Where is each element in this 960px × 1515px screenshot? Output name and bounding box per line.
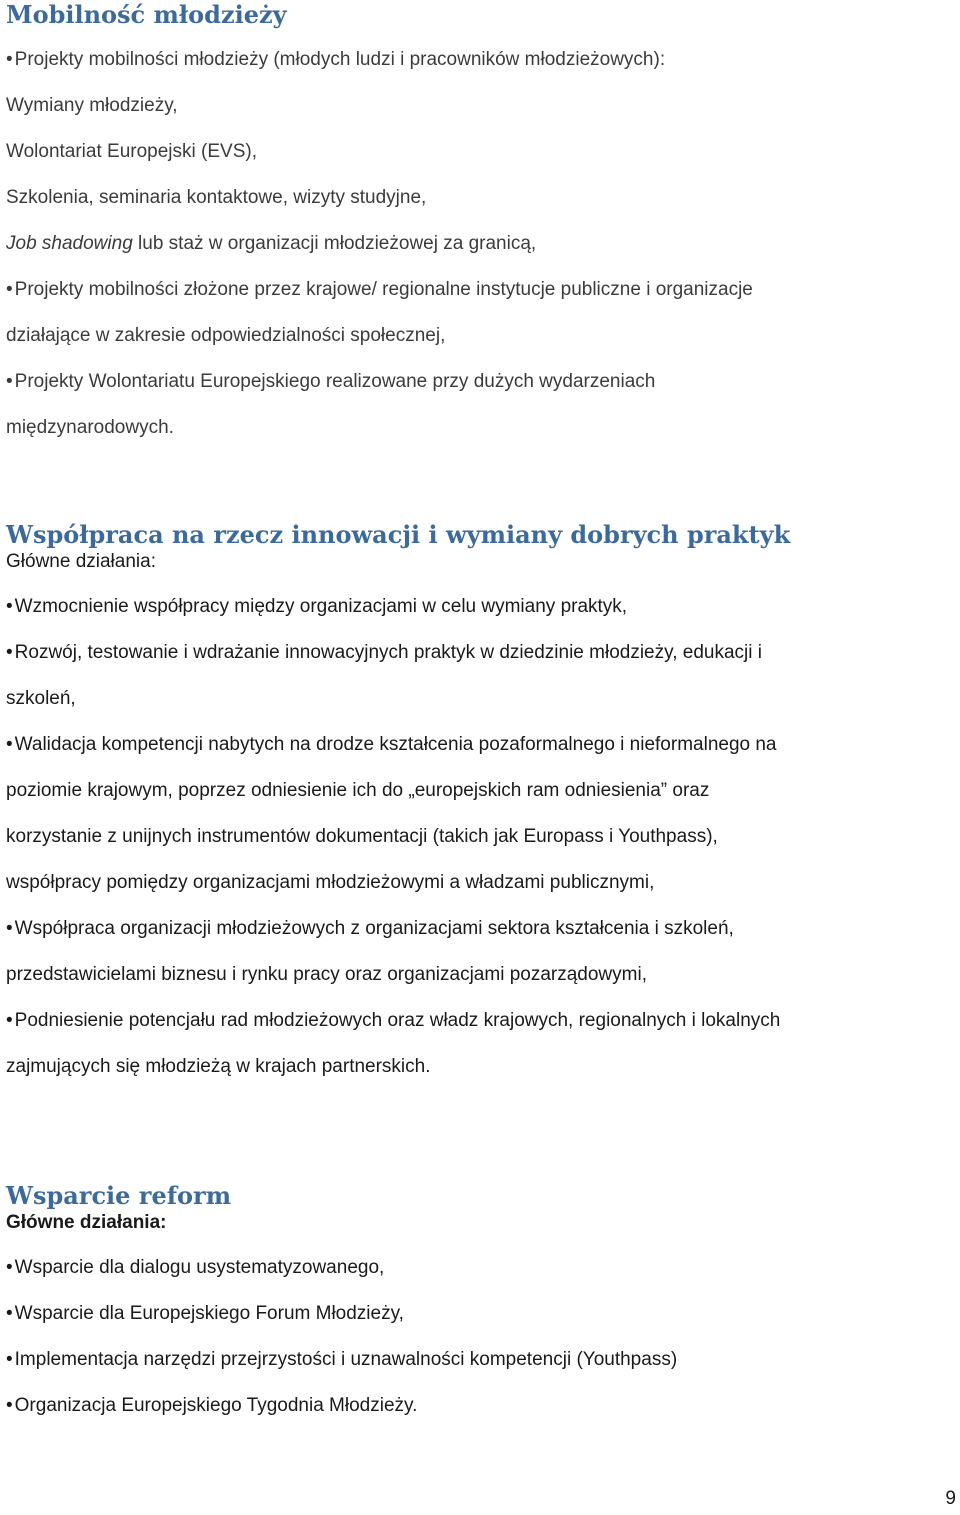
- text-line: [6, 952, 790, 998]
- line-text: Współpraca organizacji młodzieżowych z organizacjami sektora kształcenia i szkoleń,: [14, 918, 734, 939]
- section-body: [6, 37, 753, 451]
- text-line: [6, 1245, 677, 1291]
- page-number: 9: [945, 1488, 956, 1509]
- bullet-marker: •: [6, 49, 13, 70]
- section-body: [6, 1245, 677, 1429]
- text-line: [6, 722, 790, 768]
- line-text: Wymiany młodzieży,: [6, 95, 178, 116]
- text-line: [6, 676, 790, 722]
- text-line: [6, 998, 790, 1044]
- section-body: [6, 584, 790, 1090]
- line-text: korzystanie z unijnych instrumentów dokumentacji (takich jak Europass i Youthpass),: [6, 826, 718, 847]
- line-text: szkoleń,: [6, 688, 76, 709]
- text-line: [6, 584, 790, 630]
- text-line: [6, 814, 790, 860]
- text-line: [6, 129, 753, 175]
- line-text: działające w zakresie odpowiedzialności społecznej,: [6, 325, 446, 346]
- bullet-marker: •: [6, 1010, 13, 1031]
- line-text: Wzmocnienie współpracy między organizacjami w celu wymiany praktyk,: [14, 596, 628, 617]
- text-line: [6, 860, 790, 906]
- line-text: Podniesienie potencjału rad młodzieżowych oraz władz krajowych, regionalnych i lokalnych: [14, 1010, 781, 1031]
- line-text: Projekty mobilności złożone przez krajowe/ regionalne instytucje publiczne i organizacje: [14, 279, 753, 300]
- bullet-marker: •: [6, 734, 13, 755]
- section-title: Wsparcie reform: [6, 1181, 232, 1210]
- text-line: [6, 267, 753, 313]
- line-text: Szkolenia, seminaria kontaktowe, wizyty studyjne,: [6, 187, 427, 208]
- section-title: Mobilność młodzieży: [6, 0, 287, 29]
- line-text: Implementacja narzędzi przejrzystości i uznawalności kompetencji (Youthpass): [14, 1349, 678, 1370]
- line-text: lub staż w organizacji młodzieżowej za granicą,: [132, 233, 537, 254]
- line-text: przedstawicielami biznesu i rynku pracy oraz organizacjami pozarządowymi,: [6, 964, 647, 985]
- line-text: poziomie krajowym, poprzez odniesienie ich do „europejskich ram odniesienia” oraz: [6, 780, 710, 801]
- text-line: [6, 1383, 677, 1429]
- line-text: Wsparcie dla dialogu usystematyzowanego,: [14, 1257, 385, 1278]
- line-text: Walidacja kompetencji nabytych na drodze kształcenia pozaformalnego i nieformalnego na: [14, 734, 777, 755]
- section-reform-support: [6, 1181, 677, 1429]
- line-text: zajmujących się młodzieżą w krajach partnerskich.: [6, 1056, 431, 1077]
- text-line: [6, 359, 753, 405]
- line-text: Rozwój, testowanie i wdrażanie innowacyjnych praktyk w dziedzinie młodzieży, edukacji i: [14, 642, 762, 663]
- text-line: [6, 83, 753, 129]
- bullet-marker: •: [6, 918, 13, 939]
- text-line: [6, 630, 790, 676]
- section-subtitle: Główne działania:: [6, 1212, 167, 1233]
- line-text: międzynarodowych.: [6, 417, 174, 438]
- text-line: [6, 1291, 677, 1337]
- bullet-marker: •: [6, 642, 13, 663]
- text-line: [6, 768, 790, 814]
- line-text: współpracy pomiędzy organizacjami młodzieżowymi a władzami publicznymi,: [6, 872, 655, 893]
- section-innovation-cooperation: [6, 520, 790, 1090]
- bullet-marker: •: [6, 1395, 13, 1416]
- section-title: Współpraca na rzecz innowacji i wymiany dobrych praktyk: [6, 520, 791, 549]
- text-line: [6, 37, 753, 83]
- text-line: [6, 221, 753, 267]
- section-subtitle: Główne działania:: [6, 551, 156, 572]
- line-text: Wsparcie dla Europejskiego Forum Młodzieży,: [14, 1303, 404, 1324]
- line-text: Projekty Wolontariatu Europejskiego realizowane przy dużych wydarzeniach: [14, 371, 656, 392]
- text-line: [6, 405, 753, 451]
- line-text: Wolontariat Europejski (EVS),: [6, 141, 257, 162]
- italic-term: Job shadowing: [6, 233, 133, 254]
- bullet-marker: •: [6, 371, 13, 392]
- bullet-marker: •: [6, 1303, 13, 1324]
- text-line: [6, 1044, 790, 1090]
- text-line: [6, 906, 790, 952]
- line-text: Projekty mobilności młodzieży (młodych ludzi i pracowników młodzieżowych):: [14, 49, 666, 70]
- text-line: [6, 313, 753, 359]
- section-youth-mobility: [6, 0, 753, 451]
- line-text: Organizacja Europejskiego Tygodnia Młodzieży.: [14, 1395, 418, 1416]
- text-line: [6, 1337, 677, 1383]
- text-line: [6, 175, 753, 221]
- bullet-marker: •: [6, 596, 13, 617]
- bullet-marker: •: [6, 1257, 13, 1278]
- bullet-marker: •: [6, 279, 13, 300]
- bullet-marker: •: [6, 1349, 13, 1370]
